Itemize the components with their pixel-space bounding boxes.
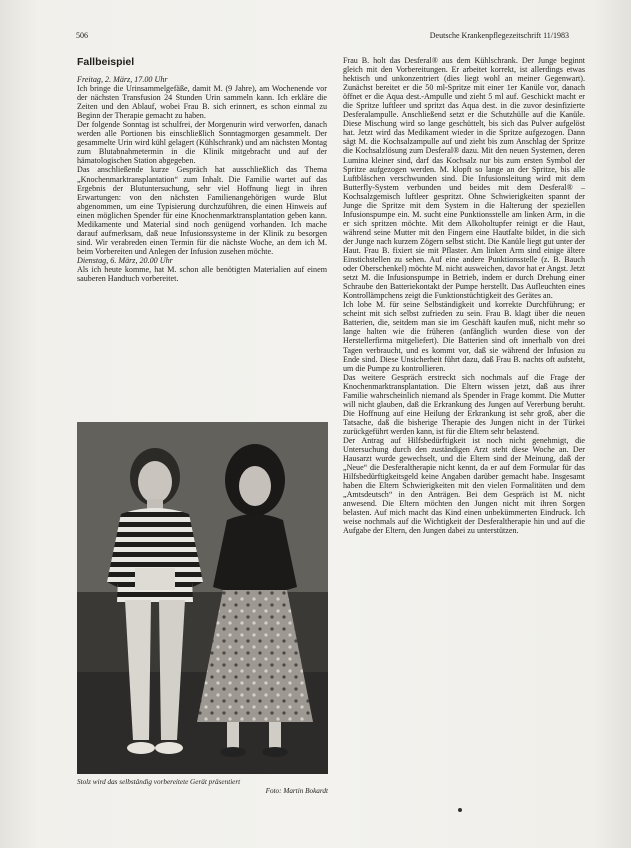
article-title: Fallbeispiel	[77, 56, 135, 68]
paragraph: Frau B. holt das Desferal® aus dem Kühlschrank. Der Junge beginnt gleich mit den Vorbereitungen. Er arbeitet korrekt, ist allerdings etwas hektisch und unkonzentriert (dies liegt wohl an meiner Gegenwart). Zunächst bereitet er die 50 ml-Spritze mit einer 1er Kanüle vor, danach öffnet er die Aqua dest.-Ampulle und zieht 5 ml auf. Geschickt macht er die Spritze luftleer und spritzt das Aqua dest. in die zuvor desinfizierte Desferalampulle. Anschließend setzt er die Schutzhülle auf die Kanüle. Diese Mischung wird so lange geschüttelt, bis sich das Pulver aufgelöst hat. Jetzt wird das Medikament wieder in die Spritze aufgezogen. Dann sägt M. die Kochsalzampulle auf und zieht bis zum Anschlag der Spritze die Kochsalzlösung zum Desferal® dazu. Mit den neuen Systemen, deren Lumina kleiner sind, darf das Kochsalz nur bis zum ersten Symbol der Spritze aufgezogen werden. M. klopft so lange an der Spritze, bis alle Luftbläschen verschwunden sind. Die Infusionsleitung wird mit dem Butterfly-System verbunden und beides mit dem Desferal® – Kochsalzgemisch luftleer gespritzt. Ohne Schwierigkeiten spannt der Junge die Spritze mit dem System in die Halterung der speziellen Infusionspumpe ein. M. sucht eine Punktionsstelle am linken Arm, in die er sich spritzen möchte. Mit dem Alkoholtupfer reinigt er die Haut, während seine Mutter mit den Fingern eine Hautfalte bildet, in die sich der Junge nach kurzem Zögern selbst sticht. Die Kanüle liegt gut unter der Haut. Frau B. fixiert sie mit Pflaster. Am linken Arm sind einige ältere Einstichstellen zu sehen. Auf eine andere Punktionsstelle (z. B. Bauch oder Oberschenkel) möchte M. nicht ausweichen, davor hat er Angst. Jetzt setzt M. die Infusionspumpe in Betrieb, indem er durch Drehung einer Schraube den Batteriekontakt der Pumpe herstellt. Das Aufleuchten eines Kontrollämpchens zeigt die Funktionstüchtigkeit des Gerätes an.	[343, 56, 585, 301]
caption-text: Stolz wird das selbständig vorbereitete Gerät präsentiert	[77, 778, 241, 786]
paragraph: Der folgende Sonntag ist schulfrei, der Morgenurin wird verworfen, danach werden alle Portionen bis einschließlich Sonntagmorgen gesammelt. Der gesammelte Urin wird kühl gelagert (Kühlschrank) und am nächsten Montag zum Blutabnahmetermin in die Klinik mitgebracht und auf der hämatologischen Station abgegeben.	[77, 120, 327, 166]
photo-two-children	[77, 422, 328, 774]
paragraph-date: Freitag, 2. März, 17.00 Uhr	[77, 75, 168, 84]
paragraph: Ich lobe M. für seine Selbständigkeit und korrekte Durchführung; er scheint mit sich selbst zufrieden zu sein. Frau B. klagt über die neuen Batterien, die, seitdem man sie im Geschäft kaufen muß, nicht mehr so lange halten wie die früheren (anfänglich wurden diese von der Herstellerfirma mitgeliefert). Die Batterien sind oft innerhalb von drei Tagen verbraucht, und es kommt vor, daß sie während der Infusion zu Ende sind. Diese Unsicherheit führt dazu, daß Frau B. nachts oft aufsteht, um die Pumpe zu kontrollieren.	[343, 300, 585, 373]
paragraph: Als ich heute komme, hat M. schon alle benötigten Materialien auf einem sauberen Handtuch vorbereitet.	[77, 264, 327, 284]
photo-credit: Foto: Martin Bokardt	[265, 786, 328, 795]
page-number: 506	[76, 31, 88, 40]
paragraph-date: Dienstag, 6. März, 20.00 Uhr	[77, 255, 173, 265]
paragraph: Das weitere Gespräch erstreckt sich nochmals auf die Frage der Knochenmarktransplantation. Die Eltern wissen jetzt, daß aus ihrer Familie wahrscheinlich niemand als Spender in Frage kommt. Die Mutter will nicht glauben, daß die Erkrankung des Jungen auf Vererbung beruht. Die Hoffnung auf eine Heilung der Erkrankung ist sehr groß, aber die Tatsache, daß die bisherige Therapie des Jungen nicht in der Türkei zurückgeführt werden kann, ist für die Eltern sehr belastend.	[343, 372, 585, 436]
left-column	[77, 56, 327, 283]
photo-caption	[77, 778, 328, 795]
running-head: Deutsche Krankenpflegezeitschrift 11/1983	[429, 31, 569, 40]
paragraph: Der Antrag auf Hilfsbedürftigkeit ist noch nicht genehmigt, die Untersuchung durch den zuständigen Arzt steht diese Woche an. Der Hausarzt wurde gewechselt, und die Eltern sind der Meinung, daß der „Neue“ die Desferaltherapie nicht kennt, da er auf dem Formular für das Hilfsbedürftigkeitsgeld keine Angaben darüber gemacht habe. Insgesamt haben die Eltern Schwierigkeiten mit den vielen Formalitäten und dem „Amtsdeutsch“ in den Anträgen. Bei dem Gespräch ist M. nicht anwesend. Die Eltern möchten den Jungen nicht mit ihren Sorgen belasten. Auf mich macht das Kind einen unbekümmerten Eindruck. Ich weise nochmals auf die Wichtigkeit der Desferaltherapie hin und auf die Aufgabe der Eltern, den Jungen dabei zu unterstützen.	[343, 435, 585, 536]
paragraph: Ich bringe die Urinsammelgefäße, damit M. (9 Jahre), am Wochenende vor der nächsten Transfusion 24 Stunden Urin sammeln kann. Ich erkläre die Zeiten und den Ablauf, wobei Frau B. sich erinnert, es schon einmal zu Beginn der Therapie gemacht zu haben.	[77, 84, 327, 121]
right-column	[343, 56, 585, 535]
page-mark	[458, 808, 462, 812]
paragraph: Das anschließende kurze Gespräch hat ausschließlich das Thema „Knochenmarktransplantation“ zum Inhalt. Die Familie wartet auf das Ergebnis der Blutuntersuchung, sehr viel Hoffnung liegt in ihren Erwartungen: von den nächsten Familienangehörigen wurde Blut abgenommen, um eine Typisierung durchzuführen, die einen Hinweis auf einen möglichen Spender für eine Knochenmarktransplantation geben kann. Medikamente und Material sind noch genügend vorhanden. Ich mache darauf aufmerksam, daß neue Infusionssysteme in der Klinik zu besorgen sind. Wir verabreden einen Termin für die nächste Woche, an dem ich M. beim Vorbereiten und Anlegen der Infusion zusehen möchte.	[77, 165, 327, 256]
